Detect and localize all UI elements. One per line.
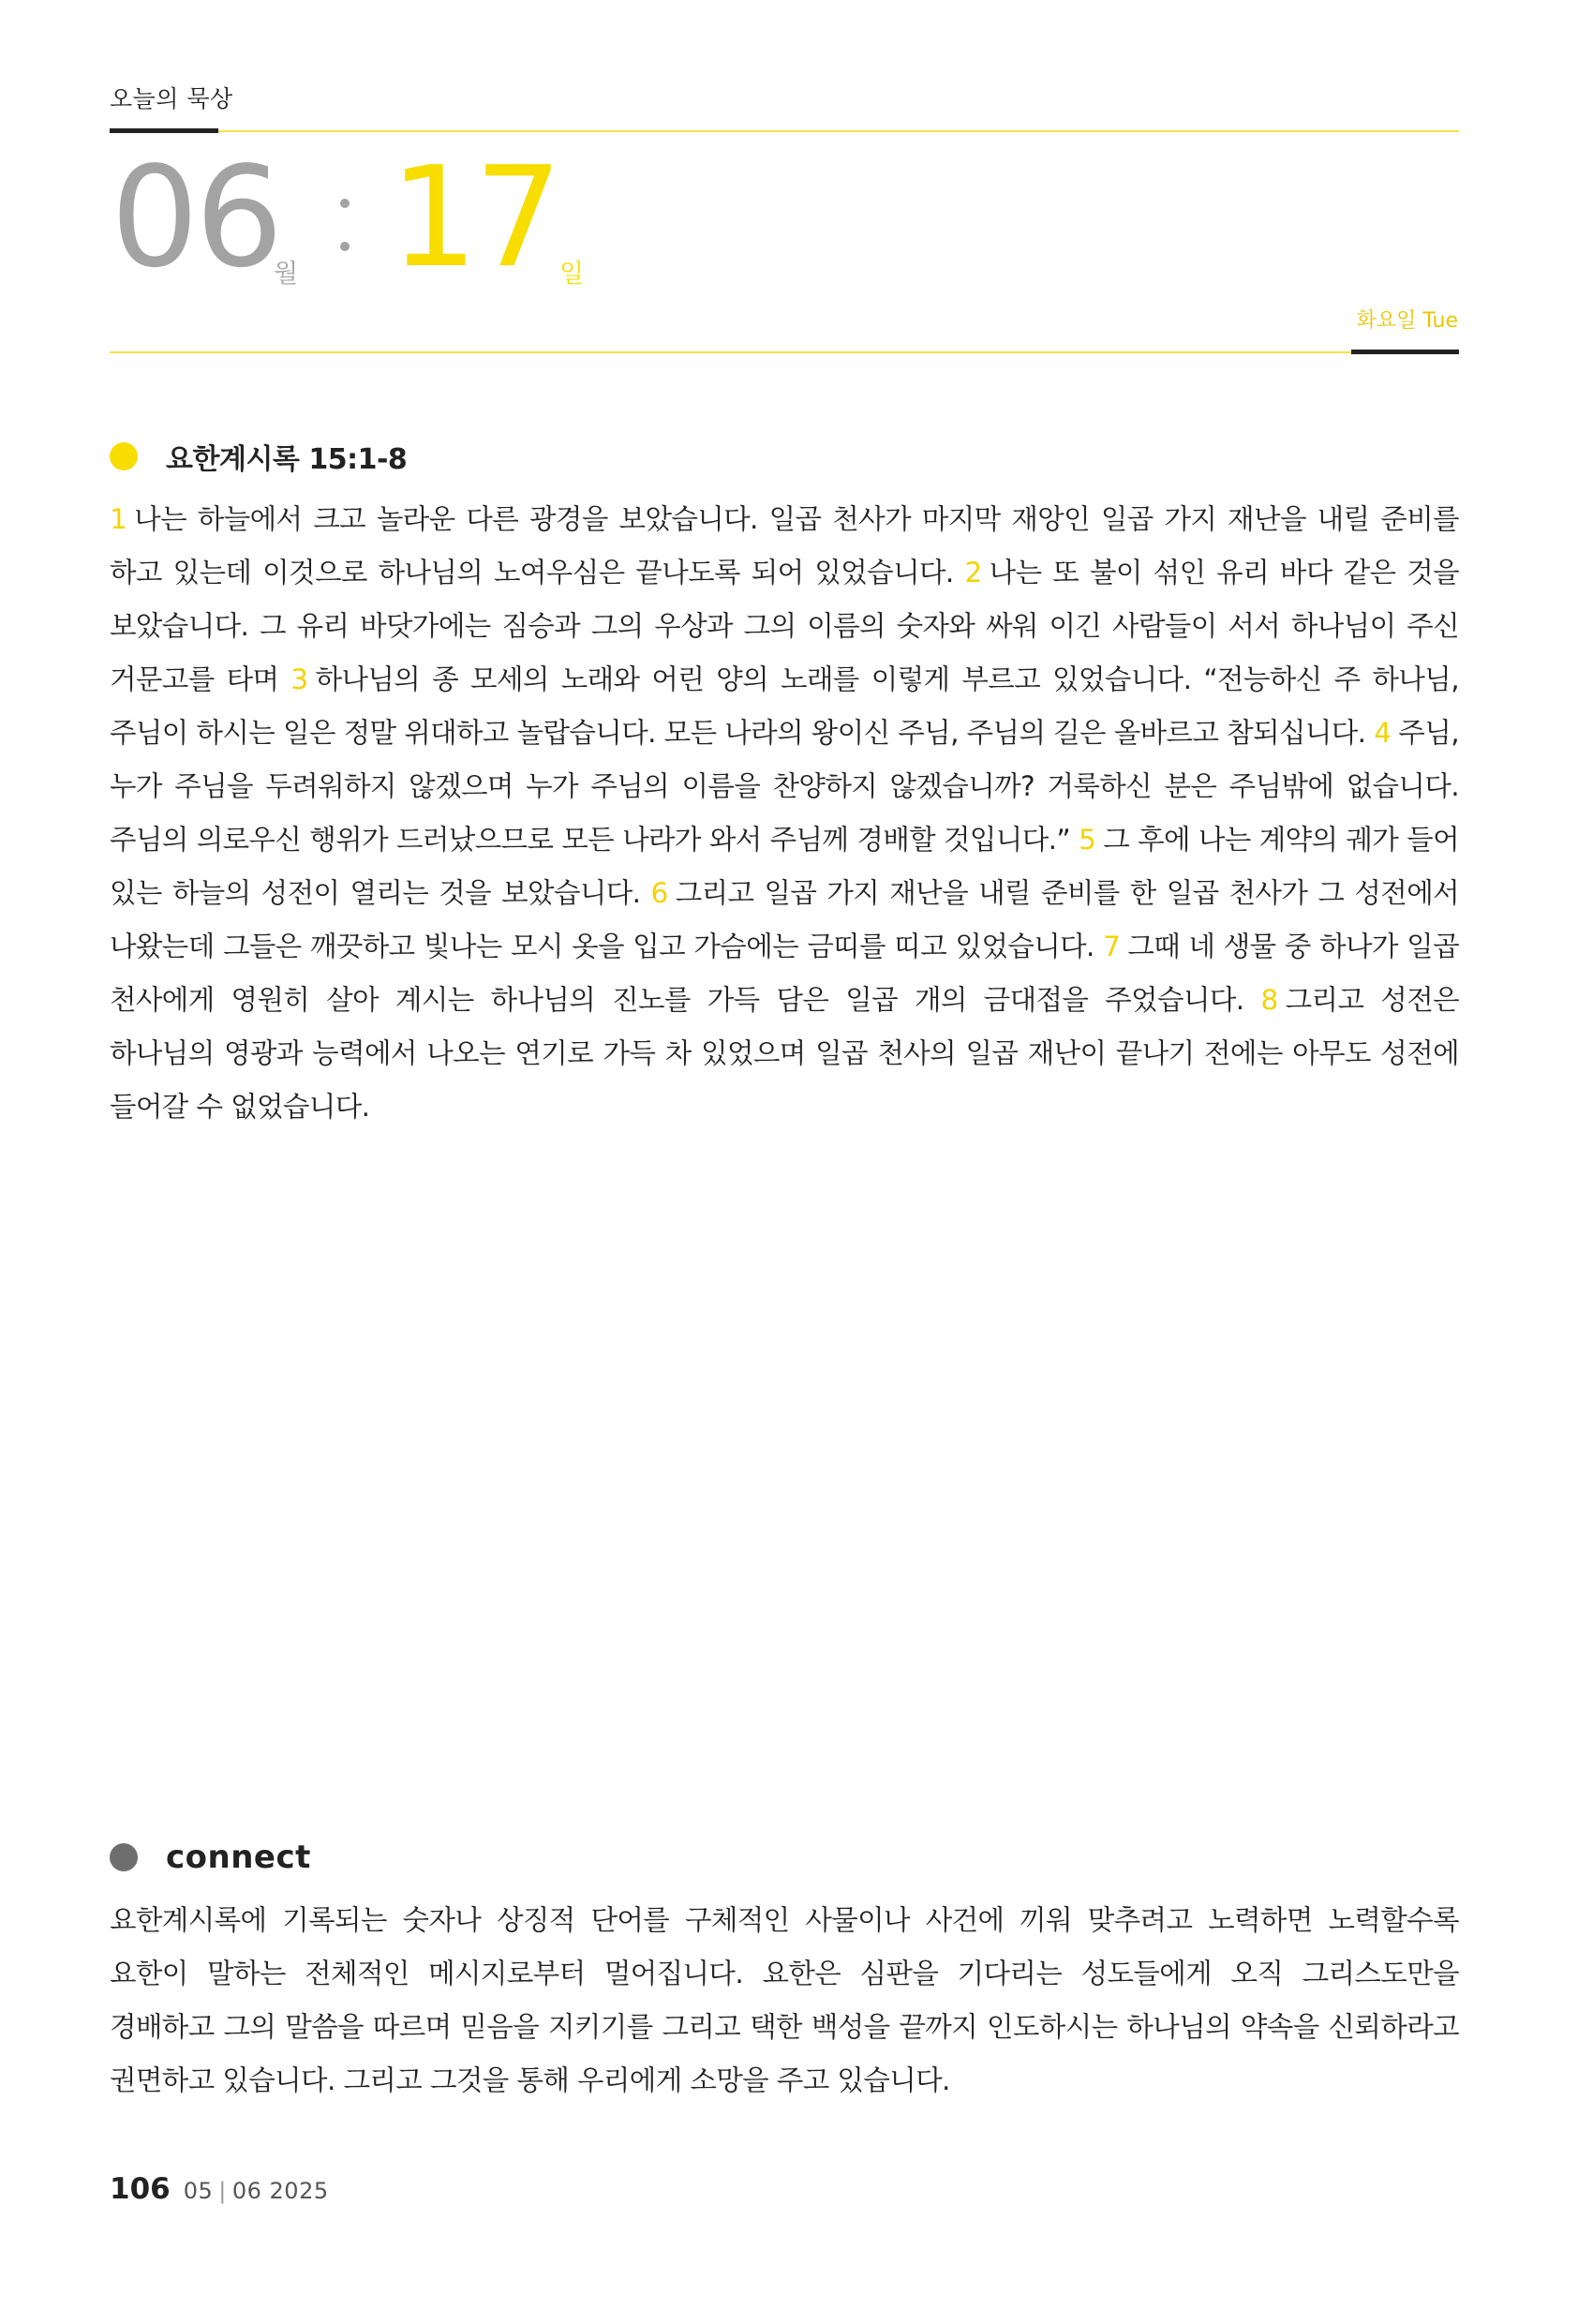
- weekday-label: 화요일 Tue: [1356, 309, 1458, 333]
- verse-number: 7: [1103, 931, 1121, 962]
- verse-number: 4: [1374, 717, 1392, 749]
- date-divider-accent: [1351, 350, 1459, 354]
- verse-text: 주님, 누가 주님을 두려워하지 않겠으며 누가 주님의 이름을 찬양하지 않겠습니까? 거룩하신 분은 주님밖에 없습니다. 주님의 의로우신 행위가 드러났으므로 모든 나라가 와서 주님께 경배할 것입니다.”: [110, 717, 1459, 856]
- scripture-reference: 요한계시록 15:1-8: [166, 443, 408, 476]
- issue-month-start: 05: [183, 2178, 214, 2204]
- header-divider-accent: [110, 128, 218, 133]
- issue-month-end: 06 2025: [231, 2178, 329, 2204]
- verse-text: 하나님의 종 모세의 노래와 어린 양의 노래를 이렇게 부르고 있었습니다. “전능하신 주 하나님, 주님이 하시는 일은 정말 위대하고 놀랍습니다. 모든 나라의 왕이신 주님, 주님의 길은 올바르고 참되십니다.: [110, 663, 1459, 749]
- date-separator: [340, 199, 350, 257]
- verse-number: 8: [1260, 984, 1278, 1016]
- date-month-unit: 월: [274, 260, 299, 289]
- verse-text: 나는 하늘에서 크고 놀라운 다른 광경을 보았습니다. 일곱 천사가 마지막 재앙인 일곱 가지 재난을 내릴 준비를 하고 있는데 이것으로 하나님의 노여우심은 끝나도록 되어 있었습니다.: [110, 503, 1459, 588]
- header-divider: [110, 130, 1459, 132]
- date-day-unit: 일: [559, 260, 585, 289]
- verse-text: 그때 네 생물 중 하나가 일곱 천사에게 영원히 살아 계시는 하나님의 진노를 가득 담은 일곱 개의 금대접을 주었습니다.: [110, 931, 1459, 1016]
- section-label: 오늘의 묵상: [110, 85, 233, 112]
- verse-text: 그리고 일곱 가지 재난을 내릴 준비를 한 일곱 천사가 그 성전에서 나왔는데 그들은 깨끗하고 빛나는 모시 옷을 입고 가슴에는 금띠를 띠고 있었습니다.: [110, 877, 1460, 962]
- scripture-body: [110, 493, 1459, 1134]
- connect-body: 요한계시록에 기록되는 숫자나 상징적 단어를 구체적인 사물이나 사건에 끼워 맞추려고 노력하면 노력할수록 요한이 말하는 전체적인 메시지로부터 멀어집니다. 요한은 심판을 기다리는 성도들에게 오직 그리스도만을 경배하고 그의 말씀을 따르며 믿음을 지키기를 그리고 택한 백성을 끝까지 인도하시는 하나님의 약속을 신뢰하라고 권면하고 있습니다. 그리고 그것을 통해 우리에게 소망을 주고 있습니다.: [110, 1904, 1459, 2096]
- verse-text: 나는 또 불이 섞인 유리 바다 같은 것을 보았습니다. 그 유리 바닷가에는 짐승과 그의 우상과 그의 이름의 숫자와 싸워 이긴 사람들이 서서 하나님이 주신 거문고를 타며: [110, 557, 1459, 695]
- date-month: 06: [111, 137, 280, 298]
- scripture-heading: [110, 436, 407, 477]
- date-divider: [110, 351, 1459, 353]
- page-number: 106: [110, 2172, 171, 2206]
- verse-number: 2: [964, 557, 982, 588]
- page-footer: [110, 2172, 329, 2206]
- verse-text: 그리고 성전은 하나님의 영광과 능력에서 나오는 연기로 가득 차 있었으며 일곱 천사의 일곱 재난이 끝나기 전에는 아무도 성전에 들어갈 수 없었습니다.: [110, 984, 1459, 1123]
- connect-heading: [110, 1839, 311, 1876]
- issue-separator: |: [218, 2178, 227, 2204]
- gray-bullet-icon: [110, 1843, 138, 1871]
- issue-label: [184, 2178, 329, 2204]
- verse-number: 1: [110, 503, 127, 535]
- yellow-bullet-icon: [110, 442, 138, 470]
- verse-text: 그 후에 나는 계약의 궤가 들어 있는 하늘의 성전이 열리는 것을 보았습니다.: [110, 824, 1459, 909]
- verse-number: 6: [650, 877, 668, 909]
- verse-number: 3: [290, 663, 308, 695]
- date-day: 17: [390, 137, 559, 298]
- connect-title: connect: [166, 1839, 311, 1876]
- verse-number: 5: [1079, 824, 1096, 856]
